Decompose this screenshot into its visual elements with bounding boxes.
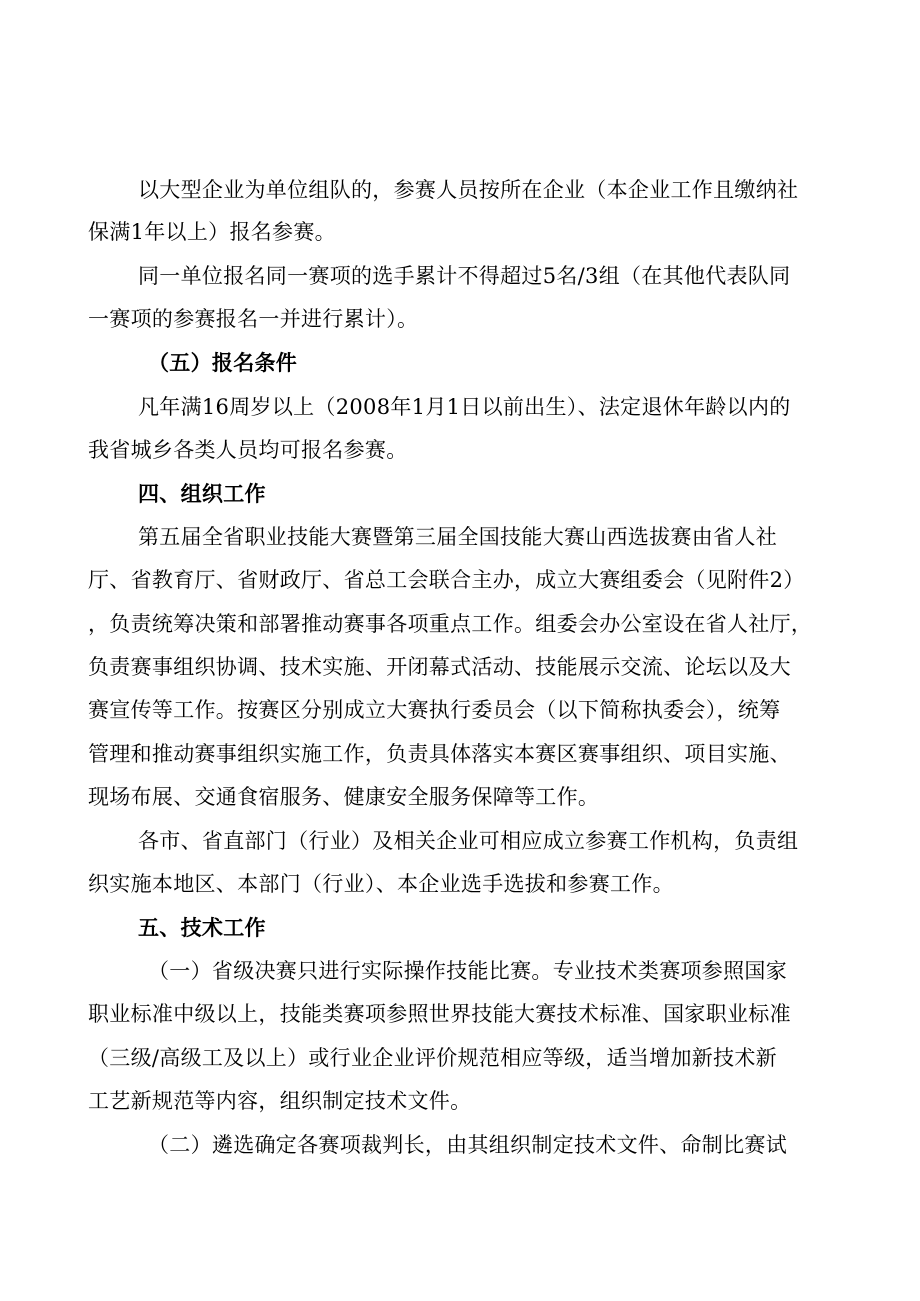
paragraph-line: 工艺新规范等内容，组织制定技术文件。 xyxy=(88,1089,472,1113)
section-heading: （五）报名条件 xyxy=(148,350,298,375)
paragraph-line: （二）遴选确定各赛项裁判长，由其组织制定技术文件、命制比赛试 xyxy=(148,1133,787,1157)
paragraph-line: 厅、省教育厅、省财政厅、省总工会联合主办，成立大赛组委会（见附件2） xyxy=(88,568,805,592)
paragraph-line: 各市、省直部门（行业）及相关企业可相应成立参赛工作机构，负责组 xyxy=(138,829,799,853)
section-heading: 四、组织工作 xyxy=(138,481,266,506)
paragraph-line: 以大型企业为单位组队的，参赛人员按所在企业（本企业工作且缴纳社 xyxy=(138,178,799,202)
paragraph-line: ，负责统筹决策和部署推动赛事各项重点工作。组委会办公室设在省人社厅， xyxy=(88,612,813,636)
paragraph-line: 负责赛事组织协调、技术实施、开闭幕式活动、技能展示交流、论坛以及大 xyxy=(88,655,791,679)
paragraph-line: 保满1年以上）报名参赛。 xyxy=(88,220,336,244)
paragraph-line: （一）省级决赛只进行实际操作技能比赛。专业技术类赛项参照国家 xyxy=(148,959,787,983)
paragraph-line: 凡年满16周岁以上（2008年1月1日以前出生）、法定退休年龄以内的 xyxy=(138,395,791,419)
paragraph-line: 职业标准中级以上，技能类赛项参照世界技能大赛技术标准、国家职业标准 xyxy=(88,1002,791,1026)
paragraph-line: 第五届全省职业技能大赛暨第三届全国技能大赛山西选拔赛由省人社 xyxy=(138,525,777,549)
paragraph-line: 管理和推动赛事组织实施工作，负责具体落实本赛区赛事组织、项目实施、 xyxy=(88,742,791,766)
paragraph-line: 赛宣传等工作。按赛区分别成立大赛执行委员会（以下简称执委会），统筹 xyxy=(88,698,781,722)
paragraph-line: 一赛项的参赛报名一并进行累计）。 xyxy=(88,307,419,331)
paragraph-line: 现场布展、交通食宿服务、健康安全服务保障等工作。 xyxy=(88,785,600,809)
paragraph-line: （三级/高级工及以上）或行业企业评价规范相应等级，适当增加新技术新 xyxy=(88,1046,777,1070)
paragraph-line: 织实施本地区、本部门（行业）、本企业选手选拔和参赛工作。 xyxy=(88,872,674,896)
section-heading: 五、技术工作 xyxy=(138,915,266,940)
paragraph-line: 同一单位报名同一赛项的选手累计不得超过5名/3组（在其他代表队同 xyxy=(138,264,791,288)
paragraph-line: 我省城乡各类人员均可报名参赛。 xyxy=(88,438,408,462)
